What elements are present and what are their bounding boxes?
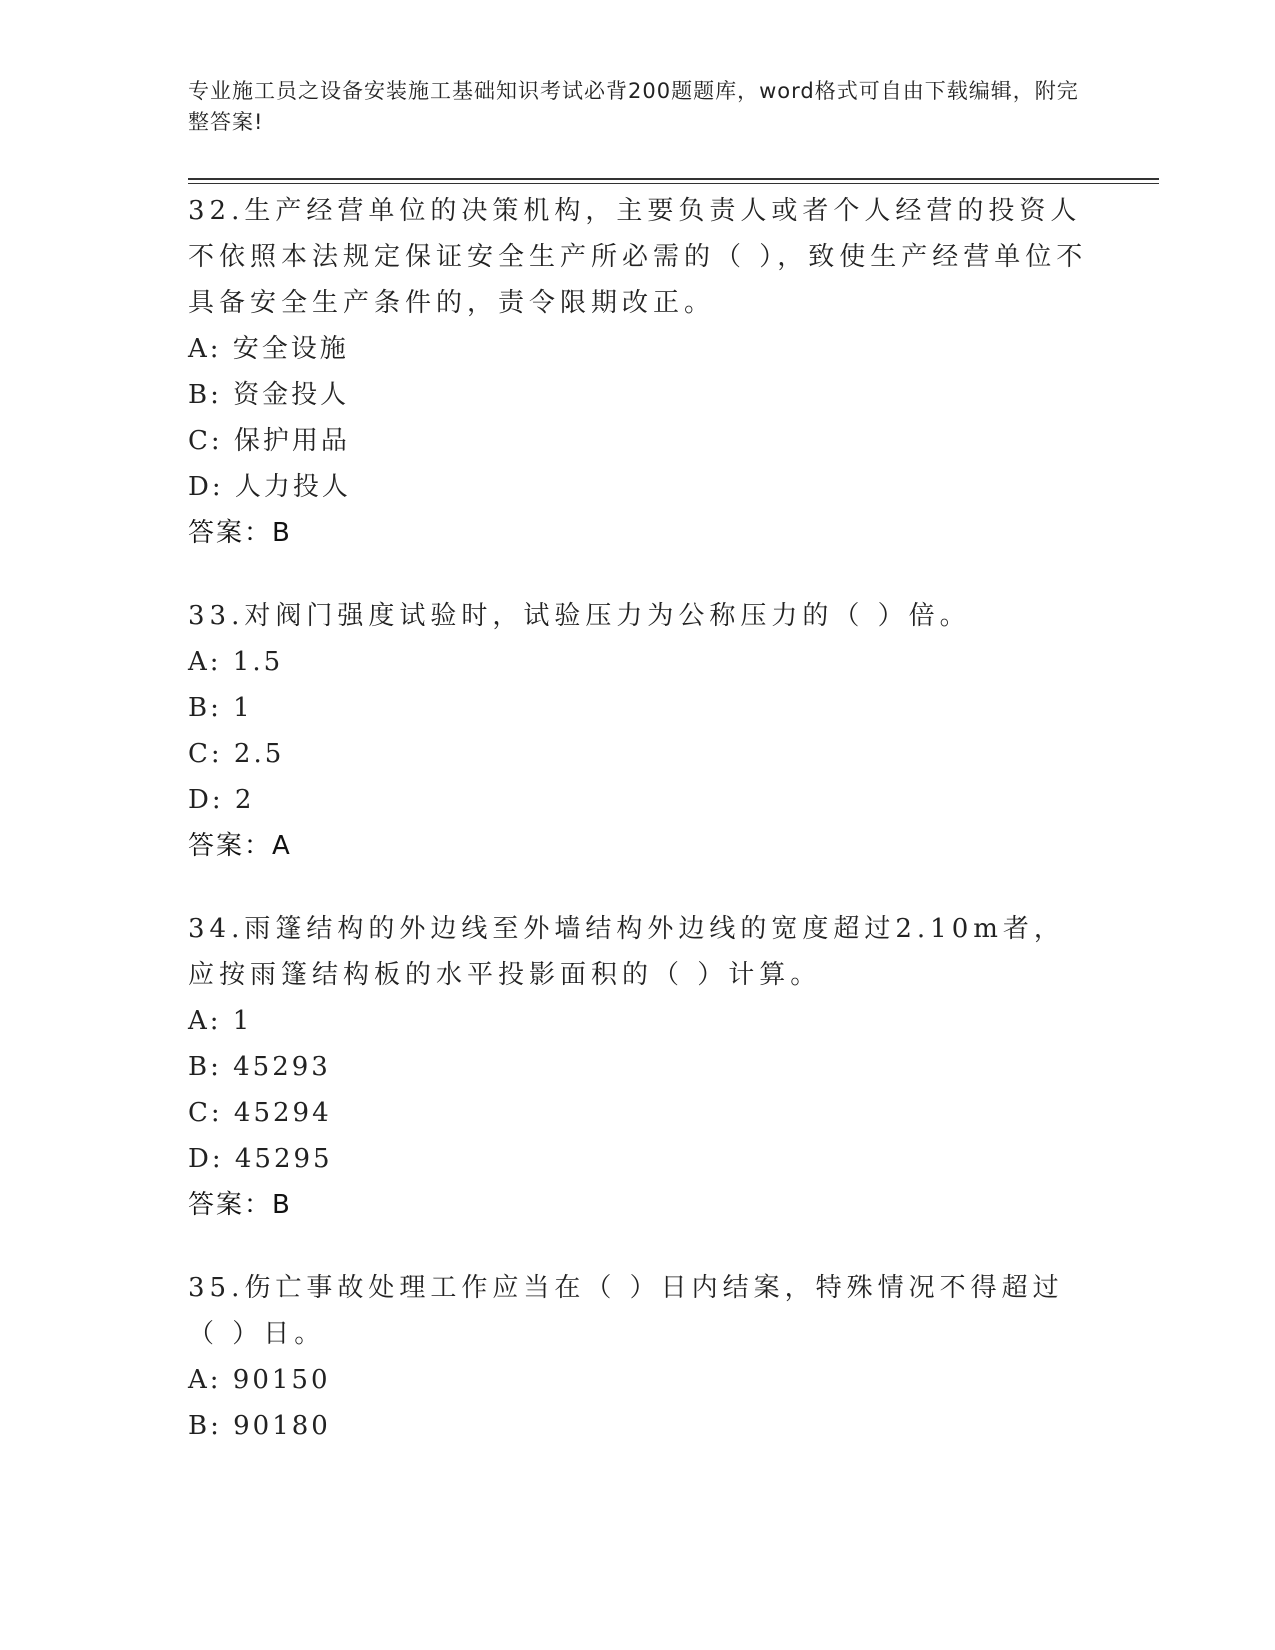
question-list [188, 188, 1088, 1486]
option-c: C: 2.5 [188, 739, 285, 769]
answer-line: 答案：B [188, 1190, 292, 1220]
option-b: B: 45293 [188, 1052, 331, 1082]
answer-line: 答案：B [188, 518, 292, 548]
question-stem: 32.生产经营单位的决策机构，主要负责人或者个人经营的投资人不依照本法规定保证安全生产所必需的（ ），致使生产经营单位不具备安全生产条件的，责令限期改正。 [188, 196, 1088, 318]
question-35 [188, 1265, 1088, 1449]
header-divider [188, 178, 1159, 180]
option-d: D: 人力投人 [188, 472, 351, 502]
option-b: B: 资金投人 [188, 380, 350, 410]
option-a: A: 90150 [188, 1365, 331, 1395]
option-d: D: 45295 [188, 1144, 333, 1174]
option-a: A: 1 [188, 1006, 253, 1036]
question-stem: 33.对阀门强度试验时，试验压力为公称压力的（ ）倍。 [188, 601, 971, 631]
option-a: A: 1.5 [188, 647, 284, 677]
option-a: A: 安全设施 [188, 334, 349, 364]
option-d: D: 2 [188, 785, 255, 815]
header-divider-thin [188, 183, 1159, 184]
option-c: C: 保护用品 [188, 426, 350, 456]
option-b: B: 1 [188, 693, 253, 723]
question-stem: 35.伤亡事故处理工作应当在（ ）日内结案，特殊情况不得超过（ ）日。 [188, 1273, 1064, 1349]
question-32 [188, 188, 1088, 556]
option-b: B: 90180 [188, 1411, 331, 1441]
option-c: C: 45294 [188, 1098, 332, 1128]
question-34 [188, 906, 1088, 1228]
question-stem: 34.雨篷结构的外边线至外墙结构外边线的宽度超过2.10m者，应按雨篷结构板的水平投影面积的（ ）计算。 [188, 914, 1065, 990]
question-33 [188, 593, 1088, 869]
document-header: 专业施工员之设备安装施工基础知识考试必背200题题库，word格式可自由下载编辑，附完整答案! [188, 79, 1079, 134]
answer-line: 答案：A [188, 831, 292, 861]
